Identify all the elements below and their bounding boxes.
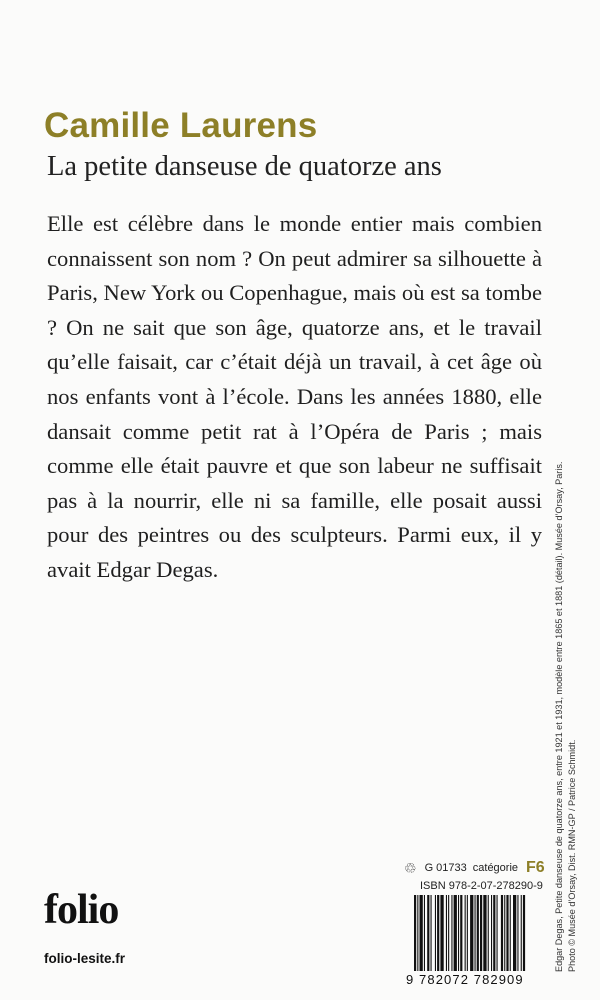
barcode-bar (454, 895, 457, 971)
barcode-bar (458, 895, 459, 971)
book-title: La petite danseuse de quatorze ans (47, 151, 442, 182)
barcode-bar (431, 895, 432, 971)
category-label: catégorie (472, 862, 519, 874)
barcode-bar (521, 895, 522, 971)
barcode-bars (406, 893, 554, 973)
barcode-bar (446, 895, 447, 971)
barcode-bar (475, 895, 476, 971)
barcode-bar (420, 895, 423, 971)
catalog-code: G 01733 (424, 862, 467, 874)
category-info (404, 859, 545, 877)
barcode (406, 893, 554, 989)
barcode-bar (437, 895, 439, 971)
barcode-bar (501, 895, 503, 971)
barcode-bar (451, 895, 452, 971)
category-badge: F6 (526, 859, 545, 876)
barcode-bar (510, 895, 511, 971)
barcode-bar (513, 895, 516, 971)
isbn-number: ISBN 978-2-07-278290-9 (420, 880, 543, 892)
folio-logo: folio (44, 887, 119, 933)
barcode-bar (480, 895, 482, 971)
barcode-bar (497, 895, 498, 971)
barcode-bar (491, 895, 492, 971)
barcode-bar (504, 895, 505, 971)
barcode-digits: 9 782072 782909 (406, 972, 524, 987)
barcode-bar (470, 895, 473, 971)
barcode-bar (517, 895, 518, 971)
publisher-website[interactable]: folio-lesite.fr (44, 951, 126, 966)
barcode-bar (483, 895, 486, 971)
barcode-bar (424, 895, 425, 971)
barcode-bar (506, 895, 508, 971)
barcode-bar (488, 895, 489, 971)
photo-credit-line-1: Edgar Degas, Petite danseuse de quatorze ans, entre 1921 et 1931, modèle entre 1865 et 1881 (détail). Musée d’Orsay, Paris. (554, 461, 564, 972)
barcode-bar (435, 895, 436, 971)
barcode-bar (467, 895, 468, 971)
barcode-bar (448, 895, 449, 971)
barcode-bar (493, 895, 495, 971)
photo-credit (553, 462, 579, 972)
barcode-bar (417, 895, 418, 971)
barcode-bar (414, 895, 416, 971)
author-name: Camille Laurens (44, 106, 318, 145)
barcode-bar (460, 895, 462, 971)
blurb-text: Elle est célèbre dans le monde entier mais combien connaissent son nom ? On peut admirer sa silhouette à Paris, New York ou Copenhague, mais où est sa tombe ? On ne sait que son âge, quatorze ans, et le travail qu’elle faisait, car c’était déjà un travail, à cet âge où nos enfants vont à l’école. Dans les années 1880, elle dansait comme petit rat à l’Opéra de Paris ; mais comme elle était pauvre et que son labeur ne suffisait pas à la nourrir, elle ni sa famille, elle posait aussi pour des peintres ou des sculpteurs. Parmi eux, il y avait Edgar Degas. (47, 211, 542, 582)
barcode-bar (440, 895, 443, 971)
barcode-bar (427, 895, 429, 971)
barcode-bar (523, 895, 525, 971)
barcode-bar (465, 895, 466, 971)
photo-credit-line-2: Photo © Musée d’Orsay, Dist. RMN-GP / Patrice Schmidt. (567, 739, 577, 972)
recycle-icon: ♲ (404, 859, 417, 876)
barcode-bar (477, 895, 479, 971)
